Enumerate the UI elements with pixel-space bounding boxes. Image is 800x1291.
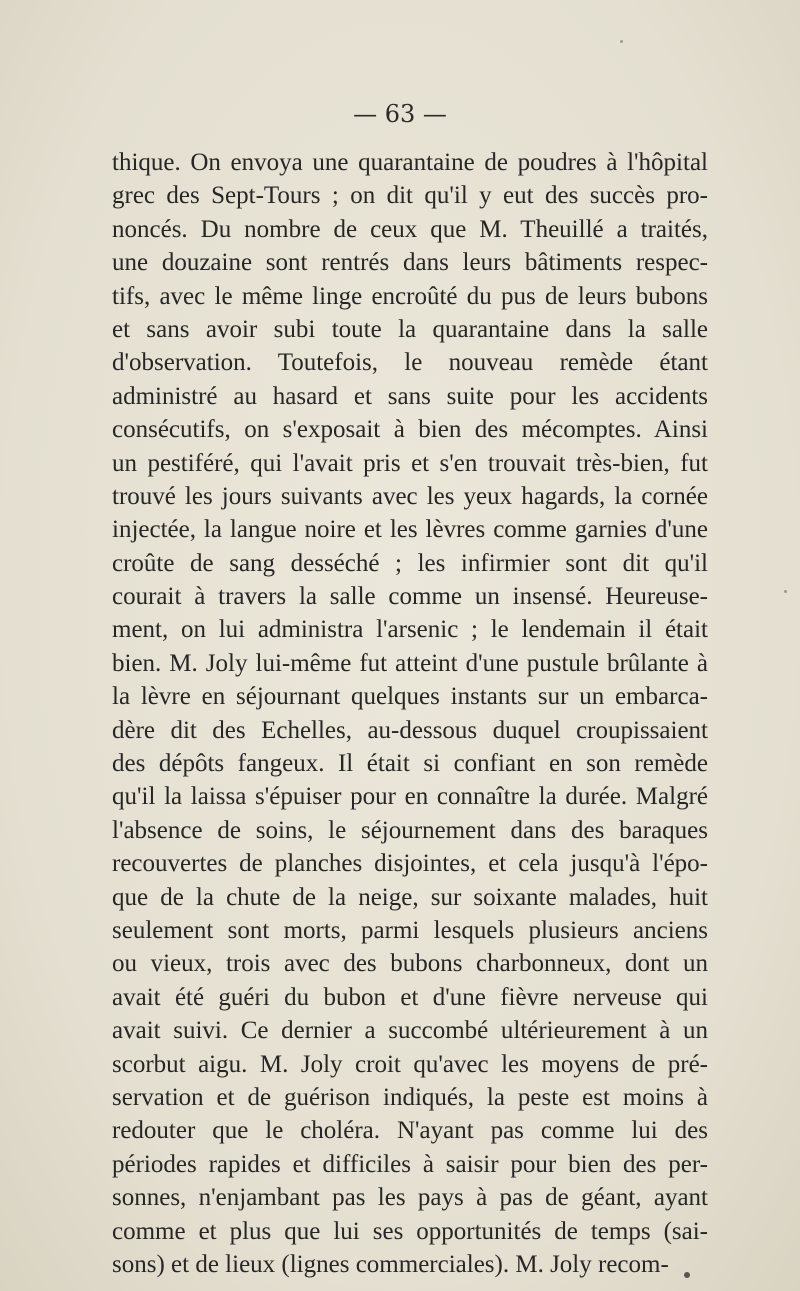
text-line: et sans avoir subi toute la quarantaine dans la salle	[112, 315, 708, 343]
text-line: sons) et de lieux (lignes commerciales). M. Joly recom-	[112, 1250, 669, 1278]
text-line: l'absence de soins, le séjournement dans des baraques	[112, 816, 708, 844]
text-line: périodes rapides et difficiles à saisir pour bien des per-	[112, 1150, 708, 1178]
ink-speck	[784, 590, 787, 593]
text-line: d'observation. Toutefois, le nouveau remède étant	[112, 349, 708, 377]
text-line: bien. M. Joly lui-même fut atteint d'une pustule brûlante à	[112, 649, 708, 677]
text-line: trouvé les jours suivants avec les yeux hagards, la cornée	[112, 482, 708, 510]
text-line: dère dit des Echelles, au-dessous duquel croupissaient	[112, 716, 708, 744]
text-line: ou vieux, trois avec des bubons charbonneux, dont un	[112, 950, 708, 978]
text-line: croûte de sang desséché ; les infirmier sont dit qu'il	[112, 549, 708, 577]
text-line: seulement sont morts, parmi lesquels plusieurs anciens	[112, 916, 708, 944]
text-line: avait été guéri du bubon et d'une fièvre nerveuse qui	[112, 983, 708, 1011]
text-line: administré au hasard et sans suite pour les accidents	[112, 382, 708, 410]
text-line: tifs, avec le même linge encroûté du pus de leurs bubons	[112, 282, 708, 310]
text-line: sonnes, n'enjambant pas les pays à pas de géant, ayant	[112, 1184, 708, 1212]
ink-speck	[684, 1272, 690, 1278]
text-line: grec des Sept-Tours ; on dit qu'il y eut des succès pro-	[112, 182, 708, 210]
text-line: une douzaine sont rentrés dans leurs bâtiments respec-	[112, 249, 708, 277]
text-line: qu'il la laissa s'épuiser pour en connaître la durée. Malgré	[112, 783, 708, 811]
text-line: courait à travers la salle comme un insensé. Heureuse-	[112, 583, 708, 611]
text-line: noncés. Du nombre de ceux que M. Theuillé a traités,	[112, 215, 708, 243]
ink-speck	[620, 40, 623, 43]
text-line: la lèvre en séjournant quelques instants sur un embarca-	[112, 683, 708, 711]
body-text	[112, 146, 708, 1281]
text-line: un pestiféré, qui l'avait pris et s'en trouvait très-bien, fut	[112, 449, 708, 477]
text-line: injectée, la langue noire et les lèvres comme garnies d'une	[112, 516, 708, 544]
text-line: recouvertes de planches disjointes, et cela jusqu'à l'épo-	[112, 850, 708, 878]
text-line: servation et de guérison indiqués, la peste est moins à	[112, 1083, 708, 1111]
text-line: ment, on lui administra l'arsenic ; le lendemain il était	[112, 616, 708, 644]
page-number: — 63 —	[353, 100, 447, 128]
text-line: scorbut aigu. M. Joly croit qu'avec les moyens de pré-	[112, 1050, 708, 1078]
text-line: des dépôts fangeux. Il était si confiant en son remède	[112, 750, 708, 778]
text-line: que de la chute de la neige, sur soixante malades, huit	[112, 883, 708, 911]
text-line: comme et plus que lui ses opportunités de temps (sai-	[112, 1217, 708, 1245]
text-line: consécutifs, on s'exposait à bien des mécomptes. Ainsi	[112, 416, 708, 444]
text-line: avait suivi. Ce dernier a succombé ultérieurement à un	[112, 1017, 708, 1045]
text-line: redouter que le choléra. N'ayant pas comme lui des	[112, 1117, 708, 1145]
text-line: thique. On envoya une quarantaine de poudres à l'hôpital	[112, 149, 708, 176]
